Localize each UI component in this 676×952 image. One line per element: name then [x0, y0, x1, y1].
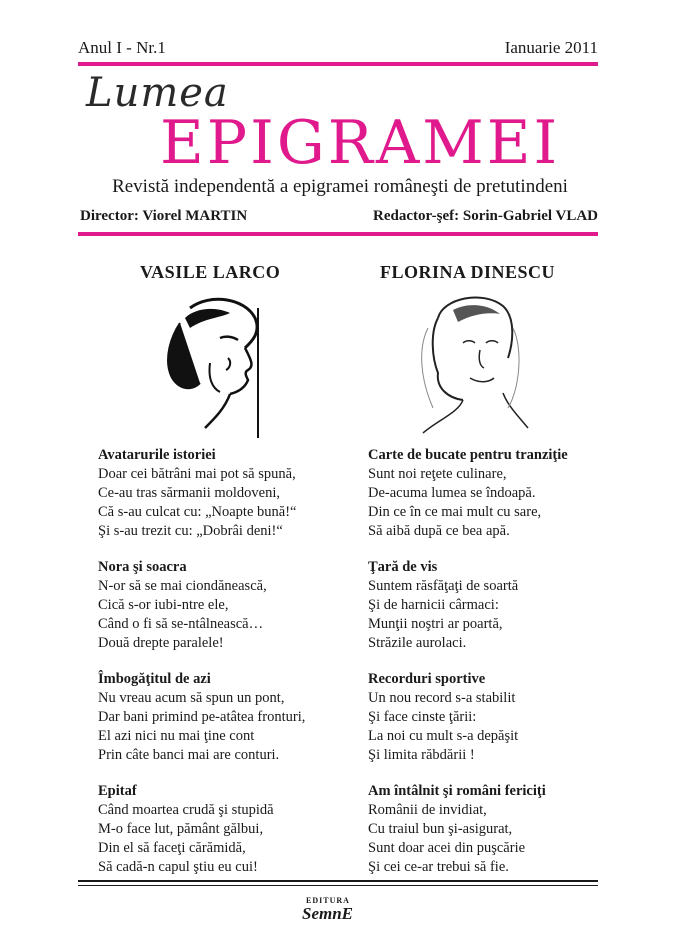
author-name-left: VASILE LARCO: [140, 262, 281, 282]
poem-line: Ce-au tras sărmanii moldoveni,: [98, 485, 281, 501]
poems-column-left: [98, 446, 358, 894]
editor-credit: Redactor-şef: Sorin-Gabriel VLAD: [373, 208, 598, 224]
poem-line: Doar cei bătrâni mai pot să spună,: [98, 466, 296, 482]
poem-line: Din el să faceţi cărămidă,: [98, 840, 246, 856]
poem-line: Nu vreau acum să spun un pont,: [98, 690, 285, 706]
poem-line: Străzile aurolaci.: [368, 635, 467, 651]
poem-title: Am întâlnit şi români fericiţi: [368, 783, 546, 799]
poem-line: Cică s-or iubi-ntre ele,: [98, 597, 229, 613]
poem: [368, 558, 628, 653]
poem-line: Şi limita răbdării !: [368, 747, 475, 763]
poem-line: Românii de invidiat,: [368, 802, 487, 818]
poem: [98, 446, 358, 541]
poem-line: De-acuma lumea se îndoapă.: [368, 485, 536, 501]
poem-title: Ţară de vis: [368, 559, 438, 575]
poem-line: Sunt doar acei din puşcărie: [368, 840, 526, 856]
poem-line: Şi face cinste ţării:: [368, 709, 477, 725]
poem: [98, 558, 358, 653]
poem-line: Două drepte paralele!: [98, 635, 224, 651]
issue-number: Anul I - Nr.1: [78, 38, 166, 57]
poem-line: Dar bani primind pe-atâtea fronturi,: [98, 709, 306, 725]
poem-title: Epitaf: [98, 783, 137, 799]
poem-line: M-o face lut, pământ gălbui,: [98, 821, 264, 837]
poem: [368, 446, 628, 541]
poem-line: El azi nici nu mai ţine cont: [98, 728, 255, 744]
issue-date: Ianuarie 2011: [504, 38, 598, 57]
poems-column-right: [368, 446, 628, 894]
poem-line: Din ce în ce mai mult cu sare,: [368, 504, 542, 520]
masthead-main-title: EPIGRAMEI: [160, 108, 561, 178]
poem-line: Sunt noi reţete culinare,: [368, 466, 507, 482]
masthead-divider: [78, 232, 598, 236]
publisher-label: EDITURA: [306, 896, 350, 905]
poem-line: Cu traiul bun şi-asigurat,: [368, 821, 513, 837]
author-portrait-left: [150, 288, 270, 438]
masthead-script-title: Lumea: [86, 70, 229, 116]
director-credit: Director: Viorel MARTIN: [80, 208, 248, 224]
poem-line: Munţii noştri ar poartă,: [368, 616, 503, 632]
poem-line: N-or să se mai ciondănească,: [98, 578, 267, 594]
poem-line: Că s-au culcat cu: „Noapte bună!“: [98, 504, 297, 520]
poem: [368, 782, 628, 877]
poem-line: La noi cu mult s-a depăşit: [368, 728, 519, 744]
poem-title: Avatarurile istoriei: [98, 447, 216, 463]
author-portrait-right: [408, 288, 530, 438]
poem-line: Şi de harnicii cârmaci:: [368, 597, 499, 613]
poem-title: Îmbogăţitul de azi: [98, 671, 211, 687]
poem-line: Şi s-au trezit cu: „Dobrâi deni!“: [98, 523, 283, 539]
poem-title: Recorduri sportive: [368, 671, 486, 687]
poem-title: Carte de bucate pentru tranziţie: [368, 447, 568, 463]
top-divider: [78, 62, 598, 66]
poem-line: Un nou record s-a stabilit: [368, 690, 516, 706]
poem-title: Nora şi soacra: [98, 559, 187, 575]
poem-line: Şi cei ce-ar trebui să fie.: [368, 859, 509, 875]
poem-line: Prin câte banci mai are conturi.: [98, 747, 280, 763]
footer-divider-thin: [78, 885, 598, 886]
poem-line: Când o fi să se-ntâlnească…: [98, 616, 264, 632]
poem-line: Când moartea crudă şi stupidă: [98, 802, 274, 818]
author-name-right: FLORINA DINESCU: [380, 262, 556, 282]
publisher-logo: SemnE: [302, 904, 354, 923]
poem-line: Să cadă-n capul ştiu eu cui!: [98, 859, 258, 875]
poem-line: Suntem răsfăţaţi de soartă: [368, 578, 519, 594]
masthead-tagline: Revistă independentă a epigramei româneşti de pretutindeni: [112, 176, 568, 197]
footer-divider: [78, 880, 598, 882]
poem: [98, 782, 358, 877]
poem: [368, 670, 628, 765]
poem-line: Să aibă după ce bea apă.: [368, 523, 510, 539]
poem: [98, 670, 358, 765]
